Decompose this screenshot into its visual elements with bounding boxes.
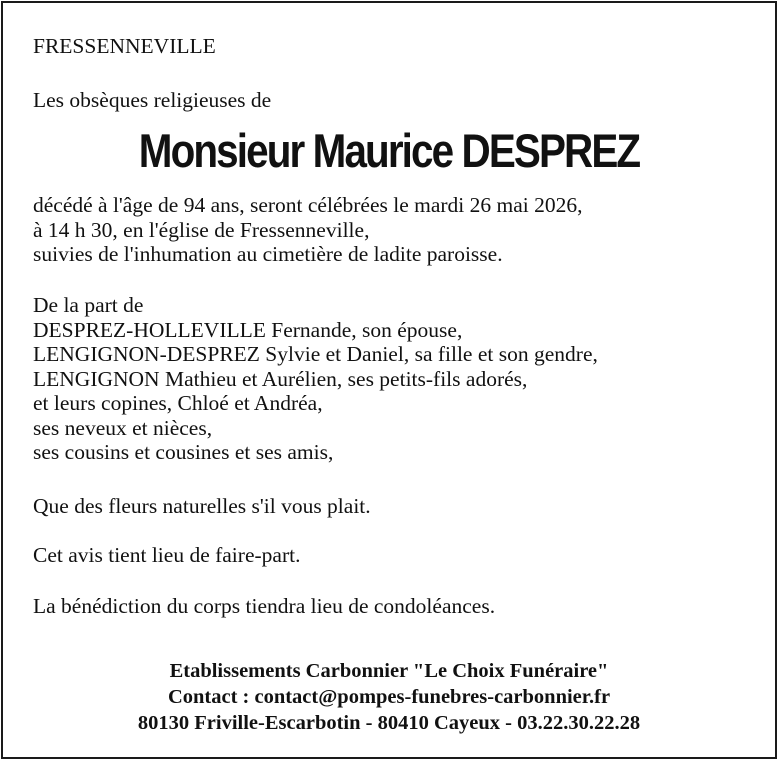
contact-email: Contact : contact@pompes-funebres-carbonnier.fr	[167, 686, 611, 708]
death-line: décédé à l'âge de 94 ans, seront célébrées le mardi 26 mai 2026,	[33, 193, 583, 217]
death-details	[33, 193, 583, 267]
address-phone: 80130 Friville-Escarbotin - 80410 Cayeux - 03.22.30.22.28	[137, 712, 641, 734]
company-name: Etablissements Carbonnier "Le Choix Funéraire"	[169, 660, 609, 682]
family-line: ses cousins et cousines et ses amis,	[33, 440, 334, 464]
city-heading: FRESSENNEVILLE	[33, 34, 216, 58]
deceased-name: Monsieur Maurice DESPREZ	[138, 124, 640, 177]
death-line: à 14 h 30, en l'église de Fressenneville,	[33, 217, 370, 242]
obituary-notice	[1, 1, 777, 759]
flowers-note: Que des fleurs naturelles s'il vous plait.	[33, 494, 371, 518]
family-line: LENGIGNON Mathieu et Aurélien, ses petits-fils adorés,	[33, 366, 528, 391]
family-list	[33, 293, 598, 465]
intro-text: Les obsèques religieuses de	[33, 88, 272, 112]
family-line: De la part de	[33, 293, 144, 317]
family-line: ses neveux et nièces,	[33, 415, 213, 440]
blessing-note: La bénédiction du corps tiendra lieu de condoléances.	[33, 594, 496, 618]
faire-part-note: Cet avis tient lieu de faire-part.	[33, 543, 301, 567]
family-line: LENGIGNON-DESPREZ Sylvie et Daniel, sa fille et son gendre,	[33, 342, 598, 366]
death-line: suivies de l'inhumation au cimetière de ladite paroisse.	[33, 242, 503, 266]
family-line: DESPREZ-HOLLEVILLE Fernande, son épouse,	[33, 317, 463, 342]
family-line: et leurs copines, Chloé et Andréa,	[33, 391, 323, 415]
funeral-home-footer	[3, 658, 775, 736]
